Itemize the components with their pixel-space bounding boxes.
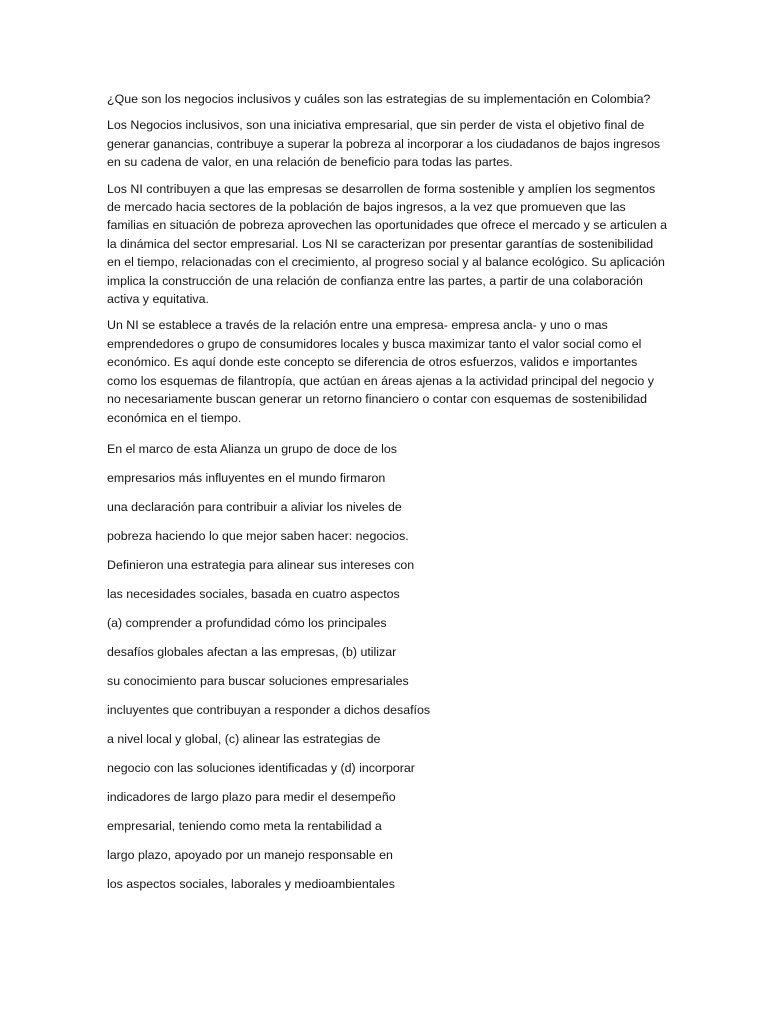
text-line: una declaración para contribuir a aliviar los niveles de — [107, 499, 402, 514]
text-line: desafíos globales afectan a las empresas, (b) utilizar — [107, 644, 397, 659]
document-page — [107, 90, 667, 899]
paragraph-definition: Los Negocios inclusivos, son una iniciativa empresarial, que sin perder de vista el objetivo final de generar ganancias, contribuye a superar la pobreza al incorporar a los ciudadanos de bajos ingresos en su cadena de valor, en una relación de beneficio para todas las partes. — [107, 118, 661, 170]
text-line: su conocimiento para buscar soluciones empresariales — [107, 673, 409, 688]
text-line: largo plazo, apoyado por un manejo responsable en — [107, 847, 393, 862]
text-line: las necesidades sociales, basada en cuatro aspectos — [107, 586, 400, 601]
text-line: (a) comprender a profundidad cómo los principales — [107, 615, 387, 630]
text-line: los aspectos sociales, laborales y medioambientales — [107, 876, 395, 891]
alliance-section — [107, 435, 667, 899]
text-line: indicadores de largo plazo para medir el desempeño — [107, 789, 396, 804]
text-line: a nivel local y global, (c) alinear las estrategias de — [107, 731, 381, 746]
text-line: empresarios más influyentes en el mundo firmaron — [107, 470, 386, 485]
text-line: incluyentes que contribuyan a responder a dichos desafíos — [107, 702, 431, 717]
text-line: En el marco de esta Alianza un grupo de doce de los — [107, 441, 397, 456]
text-line: pobreza haciendo lo que mejor saben hacer: negocios. — [107, 528, 409, 543]
paragraph-establishment: Un NI se establece a través de la relación entre una empresa- empresa ancla- y uno o mas emprendedores o grupo de consumidores locales y busca maximizar tanto el valor social como el económico. Es aquí donde este concepto se diferencia de otros esfuerzos, validos e importantes como los esquemas de filantropía, que actúan en áreas ajenas a la actividad principal del negocio y no necesariamente buscan generar un retorno financiero o contar con esquemas de sostenibilidad económica en el tiempo. — [107, 318, 654, 425]
text-line: Definieron una estrategia para alinear sus intereses con — [107, 557, 415, 572]
text-line: negocio con las soluciones identificadas y (d) incorporar — [107, 760, 415, 775]
document-title: ¿Que son los negocios inclusivos y cuáles son las estrategias de su implementación en Colombia? — [107, 92, 651, 106]
paragraph-contribution: Los NI contribuyen a que las empresas se desarrollen de forma sostenible y amplíen los segmentos de mercado hacia sectores de la población de bajos ingresos, a la vez que promueven que las familias en situación de pobreza aprovechen las oportunidades que ofrece el mercado y se articulen a la dinámica del sector empresarial. Los NI se caracterizan por presentar garantías de sostenibilidad en el tiempo, relacionadas con el crecimiento, al progreso social y al balance ecológico. Su aplicación implica la construcción de una relación de confianza entre las partes, a partir de una colaboración activa y equitativa. — [107, 181, 667, 307]
text-line: empresarial, teniendo como meta la rentabilidad a — [107, 818, 382, 833]
